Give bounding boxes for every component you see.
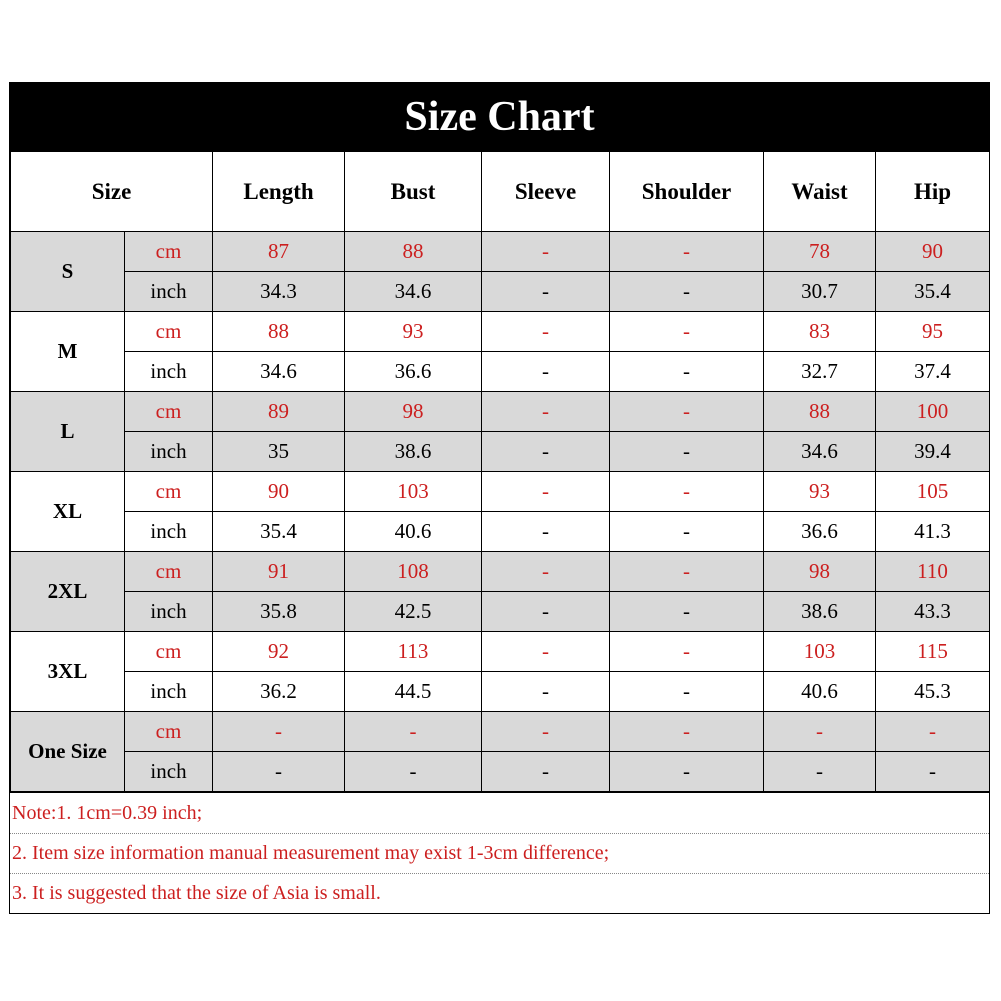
hip-inch-cell: 37.4	[876, 352, 990, 392]
waist-inch-cell: 34.6	[764, 432, 876, 472]
unit-label-inch: inch	[125, 672, 213, 712]
table-row	[11, 632, 990, 672]
size-label: S	[11, 232, 125, 312]
table-row	[11, 552, 990, 592]
shoulder-cm-cell: -	[610, 552, 764, 592]
waist-inch-cell: 30.7	[764, 272, 876, 312]
table-row	[11, 432, 990, 472]
waist-cm-cell: 83	[764, 312, 876, 352]
length-cm-cell: -	[213, 712, 345, 752]
header-row	[11, 152, 990, 232]
header-bust: Bust	[345, 152, 482, 232]
unit-label-cm: cm	[125, 712, 213, 752]
bust-inch-cell: -	[345, 752, 482, 792]
length-cm-cell: 89	[213, 392, 345, 432]
bust-cm-cell: 113	[345, 632, 482, 672]
table-row	[11, 352, 990, 392]
length-inch-cell: 36.2	[213, 672, 345, 712]
waist-cm-cell: 88	[764, 392, 876, 432]
chart-title: Size Chart	[10, 83, 989, 151]
shoulder-cm-cell: -	[610, 632, 764, 672]
header-shoulder: Shoulder	[610, 152, 764, 232]
waist-inch-cell: 36.6	[764, 512, 876, 552]
header-size: Size	[11, 152, 213, 232]
size-table	[10, 151, 990, 792]
unit-label-inch: inch	[125, 352, 213, 392]
sleeve-cm-cell: -	[482, 472, 610, 512]
sleeve-inch-cell: -	[482, 272, 610, 312]
hip-cm-cell: -	[876, 712, 990, 752]
length-inch-cell: -	[213, 752, 345, 792]
length-inch-cell: 34.3	[213, 272, 345, 312]
unit-label-cm: cm	[125, 392, 213, 432]
sleeve-inch-cell: -	[482, 592, 610, 632]
bust-cm-cell: 103	[345, 472, 482, 512]
length-inch-cell: 34.6	[213, 352, 345, 392]
sleeve-cm-cell: -	[482, 312, 610, 352]
bust-inch-cell: 40.6	[345, 512, 482, 552]
unit-label-cm: cm	[125, 312, 213, 352]
length-cm-cell: 91	[213, 552, 345, 592]
bust-cm-cell: 88	[345, 232, 482, 272]
note-line: 2. Item size information manual measurement may exist 1-3cm difference;	[10, 833, 989, 873]
bust-inch-cell: 38.6	[345, 432, 482, 472]
waist-inch-cell: 32.7	[764, 352, 876, 392]
length-inch-cell: 35.4	[213, 512, 345, 552]
hip-cm-cell: 90	[876, 232, 990, 272]
header-waist: Waist	[764, 152, 876, 232]
unit-label-inch: inch	[125, 592, 213, 632]
sleeve-cm-cell: -	[482, 552, 610, 592]
sleeve-inch-cell: -	[482, 432, 610, 472]
table-row	[11, 752, 990, 792]
bust-inch-cell: 34.6	[345, 272, 482, 312]
shoulder-cm-cell: -	[610, 312, 764, 352]
table-row	[11, 512, 990, 552]
notes	[10, 792, 989, 913]
bust-cm-cell: -	[345, 712, 482, 752]
sleeve-inch-cell: -	[482, 672, 610, 712]
bust-cm-cell: 108	[345, 552, 482, 592]
header-hip: Hip	[876, 152, 990, 232]
hip-cm-cell: 115	[876, 632, 990, 672]
sleeve-inch-cell: -	[482, 512, 610, 552]
shoulder-inch-cell: -	[610, 592, 764, 632]
length-cm-cell: 87	[213, 232, 345, 272]
length-inch-cell: 35.8	[213, 592, 345, 632]
shoulder-inch-cell: -	[610, 432, 764, 472]
table-row	[11, 712, 990, 752]
length-cm-cell: 92	[213, 632, 345, 672]
shoulder-inch-cell: -	[610, 512, 764, 552]
table-row	[11, 592, 990, 632]
unit-label-inch: inch	[125, 272, 213, 312]
shoulder-inch-cell: -	[610, 272, 764, 312]
length-cm-cell: 88	[213, 312, 345, 352]
hip-inch-cell: 39.4	[876, 432, 990, 472]
hip-inch-cell: 45.3	[876, 672, 990, 712]
sleeve-inch-cell: -	[482, 752, 610, 792]
unit-label-cm: cm	[125, 552, 213, 592]
hip-inch-cell: 35.4	[876, 272, 990, 312]
waist-inch-cell: 40.6	[764, 672, 876, 712]
table-row	[11, 312, 990, 352]
table-row	[11, 672, 990, 712]
size-label: 2XL	[11, 552, 125, 632]
unit-label-cm: cm	[125, 632, 213, 672]
shoulder-inch-cell: -	[610, 672, 764, 712]
sleeve-cm-cell: -	[482, 632, 610, 672]
unit-label-inch: inch	[125, 752, 213, 792]
table-row	[11, 472, 990, 512]
sleeve-inch-cell: -	[482, 352, 610, 392]
size-chart	[9, 82, 990, 914]
bust-cm-cell: 98	[345, 392, 482, 432]
waist-inch-cell: -	[764, 752, 876, 792]
hip-cm-cell: 105	[876, 472, 990, 512]
table-row	[11, 272, 990, 312]
shoulder-cm-cell: -	[610, 232, 764, 272]
shoulder-inch-cell: -	[610, 352, 764, 392]
shoulder-cm-cell: -	[610, 392, 764, 432]
header-sleeve: Sleeve	[482, 152, 610, 232]
unit-label-inch: inch	[125, 432, 213, 472]
waist-cm-cell: 98	[764, 552, 876, 592]
sleeve-cm-cell: -	[482, 392, 610, 432]
note-line: 3. It is suggested that the size of Asia is small.	[10, 873, 989, 913]
bust-inch-cell: 42.5	[345, 592, 482, 632]
size-label: L	[11, 392, 125, 472]
bust-inch-cell: 44.5	[345, 672, 482, 712]
hip-inch-cell: 43.3	[876, 592, 990, 632]
size-label: XL	[11, 472, 125, 552]
waist-cm-cell: 103	[764, 632, 876, 672]
waist-cm-cell: -	[764, 712, 876, 752]
unit-label-cm: cm	[125, 472, 213, 512]
bust-inch-cell: 36.6	[345, 352, 482, 392]
hip-inch-cell: 41.3	[876, 512, 990, 552]
length-cm-cell: 90	[213, 472, 345, 512]
size-label: 3XL	[11, 632, 125, 712]
size-label: One Size	[11, 712, 125, 792]
bust-cm-cell: 93	[345, 312, 482, 352]
hip-inch-cell: -	[876, 752, 990, 792]
shoulder-cm-cell: -	[610, 472, 764, 512]
unit-label-inch: inch	[125, 512, 213, 552]
shoulder-inch-cell: -	[610, 752, 764, 792]
table-row	[11, 232, 990, 272]
hip-cm-cell: 110	[876, 552, 990, 592]
unit-label-cm: cm	[125, 232, 213, 272]
header-length: Length	[213, 152, 345, 232]
shoulder-cm-cell: -	[610, 712, 764, 752]
hip-cm-cell: 100	[876, 392, 990, 432]
sleeve-cm-cell: -	[482, 712, 610, 752]
waist-cm-cell: 78	[764, 232, 876, 272]
table-row	[11, 392, 990, 432]
length-inch-cell: 35	[213, 432, 345, 472]
hip-cm-cell: 95	[876, 312, 990, 352]
waist-inch-cell: 38.6	[764, 592, 876, 632]
note-line: Note:1. 1cm=0.39 inch;	[12, 801, 203, 824]
sleeve-cm-cell: -	[482, 232, 610, 272]
waist-cm-cell: 93	[764, 472, 876, 512]
size-label: M	[11, 312, 125, 392]
